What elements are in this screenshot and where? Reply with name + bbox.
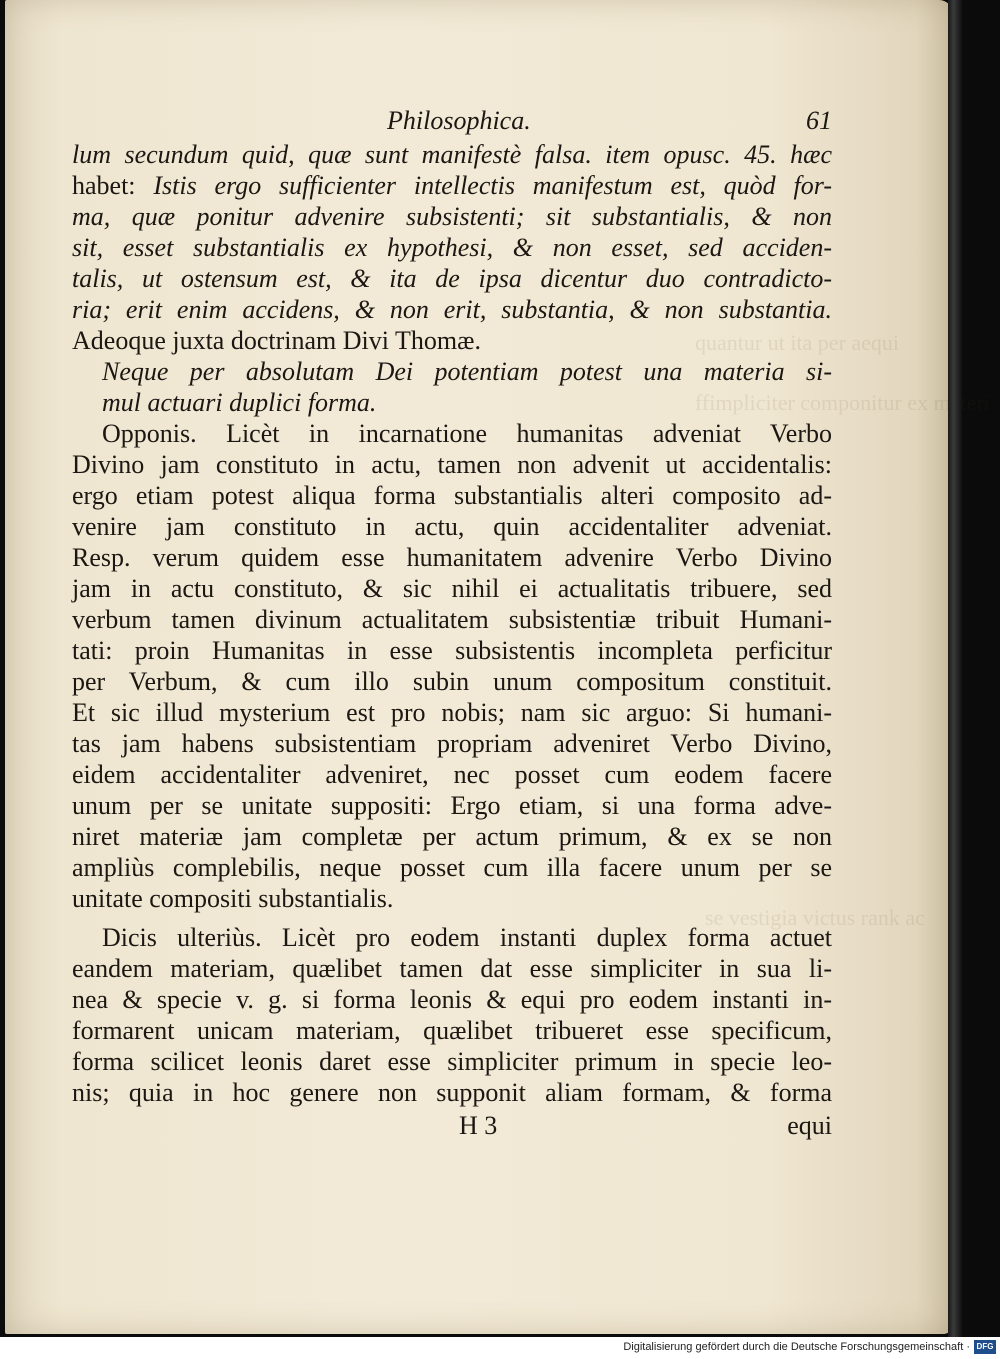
- text-line: nea & specie v. g. si forma leonis & equi pro eodem instanti in-: [72, 985, 832, 1014]
- paragraph-gap: [72, 914, 832, 922]
- text-line: tas jam habens subsistentiam propriam adveniret Verbo Divino,: [72, 729, 832, 758]
- text-line: eidem accidentaliter adveniret, nec posset cum eodem facere: [72, 760, 832, 789]
- attribution-bar: [0, 1337, 1000, 1359]
- page-footer: [72, 1110, 832, 1141]
- catchword: equi: [787, 1111, 832, 1140]
- text-segment-italic: Istis ergo sufficienter intellectis manifestum est, quòd for-: [135, 171, 832, 200]
- text-line: sit, esset substantialis ex hypothesi, & non esset, sed acciden-: [72, 233, 832, 262]
- text-line: eandem materiam, quælibet tamen dat esse simpliciter in sua li-: [72, 954, 832, 983]
- text-line: unum per se unitate suppositi: Ergo etiam, si una forma adve-: [72, 791, 832, 820]
- page-edge-shadow: [948, 0, 962, 1337]
- text-line: Dicis ulteriùs. Licèt pro eodem instanti duplex forma actuet: [102, 923, 832, 952]
- book-page: [5, 0, 990, 1334]
- text-line: Resp. verum quidem esse humanitatem advenire Verbo Divino: [72, 543, 832, 572]
- text-line: forma scilicet leonis daret esse simpliciter primum in specie leo-: [72, 1047, 832, 1076]
- text-line: jam in actu constituto, & sic nihil ei actualitatis tribuere, sed: [72, 574, 832, 603]
- text-line: ergo etiam potest aliqua forma substantialis alteri composito ad-: [72, 481, 832, 510]
- text-line: venire jam constituto in actu, quin accidentaliter adveniat.: [72, 512, 832, 541]
- text-segment-roman: habet:: [72, 171, 136, 200]
- page-number: 61: [806, 106, 832, 135]
- bleed-through-text: ffimpliciter componitur ex materi: [695, 390, 990, 415]
- signature-mark: H 3: [459, 1111, 498, 1140]
- bleed-through-text: quantur ut ita per aequi: [695, 330, 900, 355]
- text-line: nis; quia in hoc genere non supponit aliam formam, & forma: [72, 1078, 832, 1107]
- bleed-through-text: se vestigia victus rank ac: [705, 905, 925, 930]
- text-line: Adeoque juxta doctrinam Divi Thomæ.: [72, 326, 481, 355]
- text-line: verbum tamen divinum actualitatem subsistentiæ tribuit Humani-: [72, 605, 832, 634]
- page-text: [72, 105, 832, 1141]
- text-line: Opponis. Licèt in incarnatione humanitas adveniat Verbo: [102, 419, 832, 448]
- text-line: [72, 170, 832, 201]
- text-line: Et sic illud mysterium est pro nobis; nam sic arguo: Si humani-: [72, 698, 832, 727]
- text-line: ria; erit enim accidens, & non erit, substantia, & non substantia.: [72, 295, 832, 324]
- running-header: [72, 105, 832, 139]
- text-line: tati: proin Humanitas in esse subsistentis incompleta perficitur: [72, 636, 832, 665]
- text-line: mul actuari duplici forma.: [102, 388, 377, 417]
- text-line: Divino jam constituto in actu, tamen non advenit ut accidentalis:: [72, 450, 832, 479]
- text-line: Neque per absolutam Dei potentiam potest una materia si-: [102, 357, 832, 386]
- attribution-text: Digitalisierung gefördert durch die Deutsche Forschungsgemeinschaft ·: [623, 1341, 970, 1353]
- text-line: niret materiæ jam completæ per actum primum, & ex se non: [72, 822, 832, 851]
- running-title: Philosophica.: [387, 106, 531, 135]
- text-line: ampliùs complebilis, neque posset cum illa facere unum per se: [72, 853, 832, 882]
- text-line: unitate compositi substantialis.: [72, 884, 394, 913]
- dfg-logo: DFG: [974, 1340, 996, 1354]
- text-line: lum secundum quid, quæ sunt manifestè falsa. item opusc. 45. hæc: [72, 140, 832, 169]
- text-line: talis, ut ostensum est, & ita de ipsa dicentur duo contradicto-: [72, 264, 832, 293]
- text-line: ma, quæ ponitur advenire subsistenti; sit substantialis, & non: [72, 202, 832, 231]
- text-line: formarent unicam materiam, quælibet tribueret esse specificum,: [72, 1016, 832, 1045]
- text-line: per Verbum, & cum illo subin unum compositum constituit.: [72, 667, 832, 696]
- text-lines: [72, 139, 832, 1108]
